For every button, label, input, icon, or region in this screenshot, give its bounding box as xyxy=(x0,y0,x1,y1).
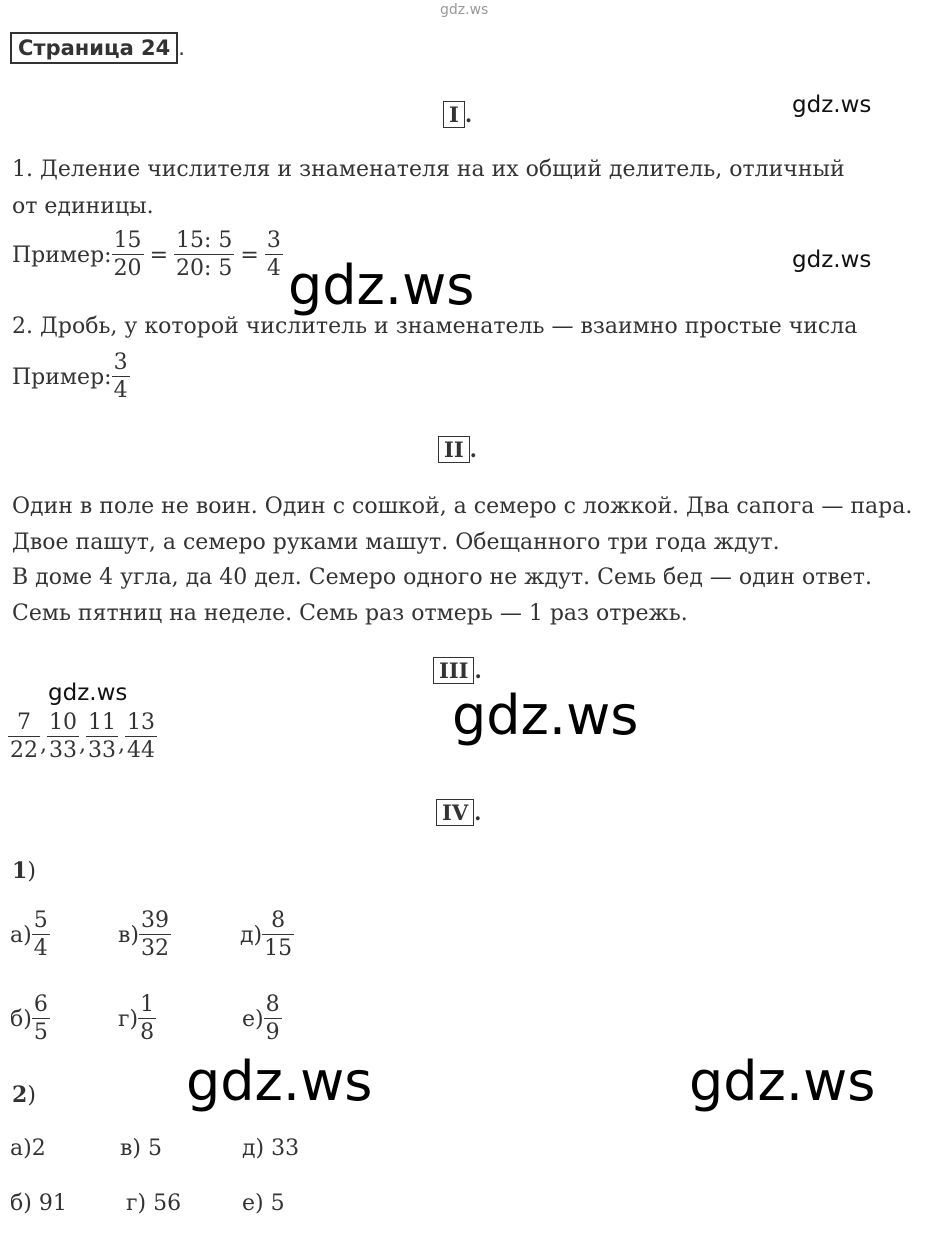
section-iv-label: IV xyxy=(436,799,474,826)
numerator: 3 xyxy=(266,228,281,253)
answer2-g: г) 56 xyxy=(126,1191,182,1216)
denominator: 44 xyxy=(127,738,155,763)
equals-sign: = xyxy=(149,243,168,268)
section-i-example1 xyxy=(12,228,283,283)
page-title: Страница 24 xyxy=(10,32,178,64)
numerator: 8 xyxy=(265,992,280,1017)
part-2-heading xyxy=(12,1082,36,1108)
fraction xyxy=(174,228,234,283)
numerator: 8 xyxy=(271,908,286,933)
fraction xyxy=(47,710,79,765)
answer-label: д) xyxy=(240,923,263,948)
watermark-big-4: gdz.ws xyxy=(689,1050,876,1113)
fraction xyxy=(112,350,130,405)
denominator: 15 xyxy=(264,936,293,961)
denominator: 8 xyxy=(140,1020,155,1045)
watermark-big-1: gdz.ws xyxy=(288,254,475,317)
separator: , xyxy=(118,732,125,757)
section-ii-label: II xyxy=(438,436,470,463)
denominator: 22 xyxy=(10,738,38,763)
example-label: Пример: xyxy=(12,365,112,390)
fraction xyxy=(264,992,282,1047)
watermark-big-2: gdz.ws xyxy=(452,684,639,747)
answer2-d: д) 33 xyxy=(242,1136,300,1161)
numerator: 3 xyxy=(113,350,128,375)
fraction xyxy=(265,228,283,283)
part-1-heading xyxy=(12,858,36,884)
fraction xyxy=(8,710,40,765)
numerator: 15 xyxy=(113,228,142,253)
proverb-line-1: Один в поле не воин. Один с сошкой, а семеро с ложкой. Два сапога — пара. xyxy=(12,494,913,519)
section-iii-fractions xyxy=(8,710,157,765)
fraction xyxy=(86,710,118,765)
example-label: Пример: xyxy=(12,243,112,268)
numerator: 13 xyxy=(127,710,155,735)
numerator: 15: 5 xyxy=(176,228,233,253)
fraction xyxy=(112,228,144,283)
section-i-label: I xyxy=(443,101,465,128)
part-1-number: 1 xyxy=(12,858,28,884)
section-i-line2: от единицы. xyxy=(12,194,154,219)
fraction xyxy=(262,908,294,963)
answer-label: б) xyxy=(10,1007,32,1032)
fraction xyxy=(138,992,156,1047)
section-i-example2 xyxy=(12,350,130,405)
section-iii-heading: III . xyxy=(433,658,482,684)
numerator: 39 xyxy=(140,908,169,933)
answer-a xyxy=(10,908,50,963)
answer2-b: б) 91 xyxy=(10,1191,67,1216)
page-title-dot: . xyxy=(178,36,185,60)
denominator: 4 xyxy=(266,256,281,281)
answer-e xyxy=(242,992,282,1047)
answer-label: а) xyxy=(10,923,32,948)
part-2-number: 2 xyxy=(12,1082,28,1108)
proverb-line-3: В доме 4 угла, да 40 дел. Семеро одного не ждут. Семь бед — один ответ. xyxy=(12,565,872,590)
numerator: 5 xyxy=(33,908,48,933)
answer-label: в) xyxy=(118,923,139,948)
answer-label: е) xyxy=(242,1007,264,1032)
watermark-small-3: gdz.ws xyxy=(48,680,128,706)
numerator: 1 xyxy=(140,992,155,1017)
answer-label: г) xyxy=(118,1007,139,1032)
separator: , xyxy=(79,732,86,757)
fraction xyxy=(139,908,171,963)
section-iv-heading: IV . xyxy=(436,800,481,826)
denominator: 33 xyxy=(88,738,116,763)
denominator: 33 xyxy=(49,738,77,763)
equals-sign: = xyxy=(240,243,259,268)
denominator: 20 xyxy=(113,256,142,281)
watermark-big-3: gdz.ws xyxy=(186,1050,373,1113)
answer2-v: в) 5 xyxy=(120,1136,162,1161)
denominator: 9 xyxy=(265,1020,280,1045)
numerator: 10 xyxy=(49,710,77,735)
fraction xyxy=(32,992,50,1047)
denominator: 5 xyxy=(33,1020,48,1045)
numerator: 7 xyxy=(17,710,31,735)
section-i-heading: I . xyxy=(443,102,472,128)
answer-b xyxy=(10,992,50,1047)
answer-v xyxy=(118,908,171,963)
watermark-top: gdz.ws xyxy=(440,2,489,18)
numerator: 6 xyxy=(33,992,48,1017)
page-header xyxy=(10,36,185,60)
answer2-e: е) 5 xyxy=(242,1191,285,1216)
section-iii-label: III xyxy=(433,657,474,684)
answer-d xyxy=(240,908,294,963)
fraction xyxy=(125,710,157,765)
section-ii-heading: II . xyxy=(438,437,477,463)
numerator: 11 xyxy=(88,710,116,735)
denominator: 32 xyxy=(140,936,169,961)
part-1-paren: ) xyxy=(27,859,36,884)
denominator: 4 xyxy=(33,936,48,961)
watermark-small-1: gdz.ws xyxy=(792,92,872,118)
denominator: 4 xyxy=(113,378,128,403)
proverb-line-4: Семь пятниц на неделе. Семь раз отмерь — 1 раз отрежь. xyxy=(12,601,688,626)
separator: , xyxy=(40,732,47,757)
section-i-line1: 1. Деление числителя и знаменателя на их общий делитель, отличный xyxy=(12,157,845,182)
section-i-line3: 2. Дробь, у которой числитель и знаменатель — взаимно простые числа xyxy=(12,314,858,339)
denominator: 20: 5 xyxy=(176,256,233,281)
proverb-line-2: Двое пашут, а семеро руками машут. Обещанного три года ждут. xyxy=(12,530,780,555)
answer-g xyxy=(118,992,156,1047)
watermark-small-2: gdz.ws xyxy=(792,247,872,273)
part-2-paren: ) xyxy=(27,1083,36,1108)
fraction xyxy=(32,908,50,963)
answer2-a: а)2 xyxy=(10,1136,46,1161)
